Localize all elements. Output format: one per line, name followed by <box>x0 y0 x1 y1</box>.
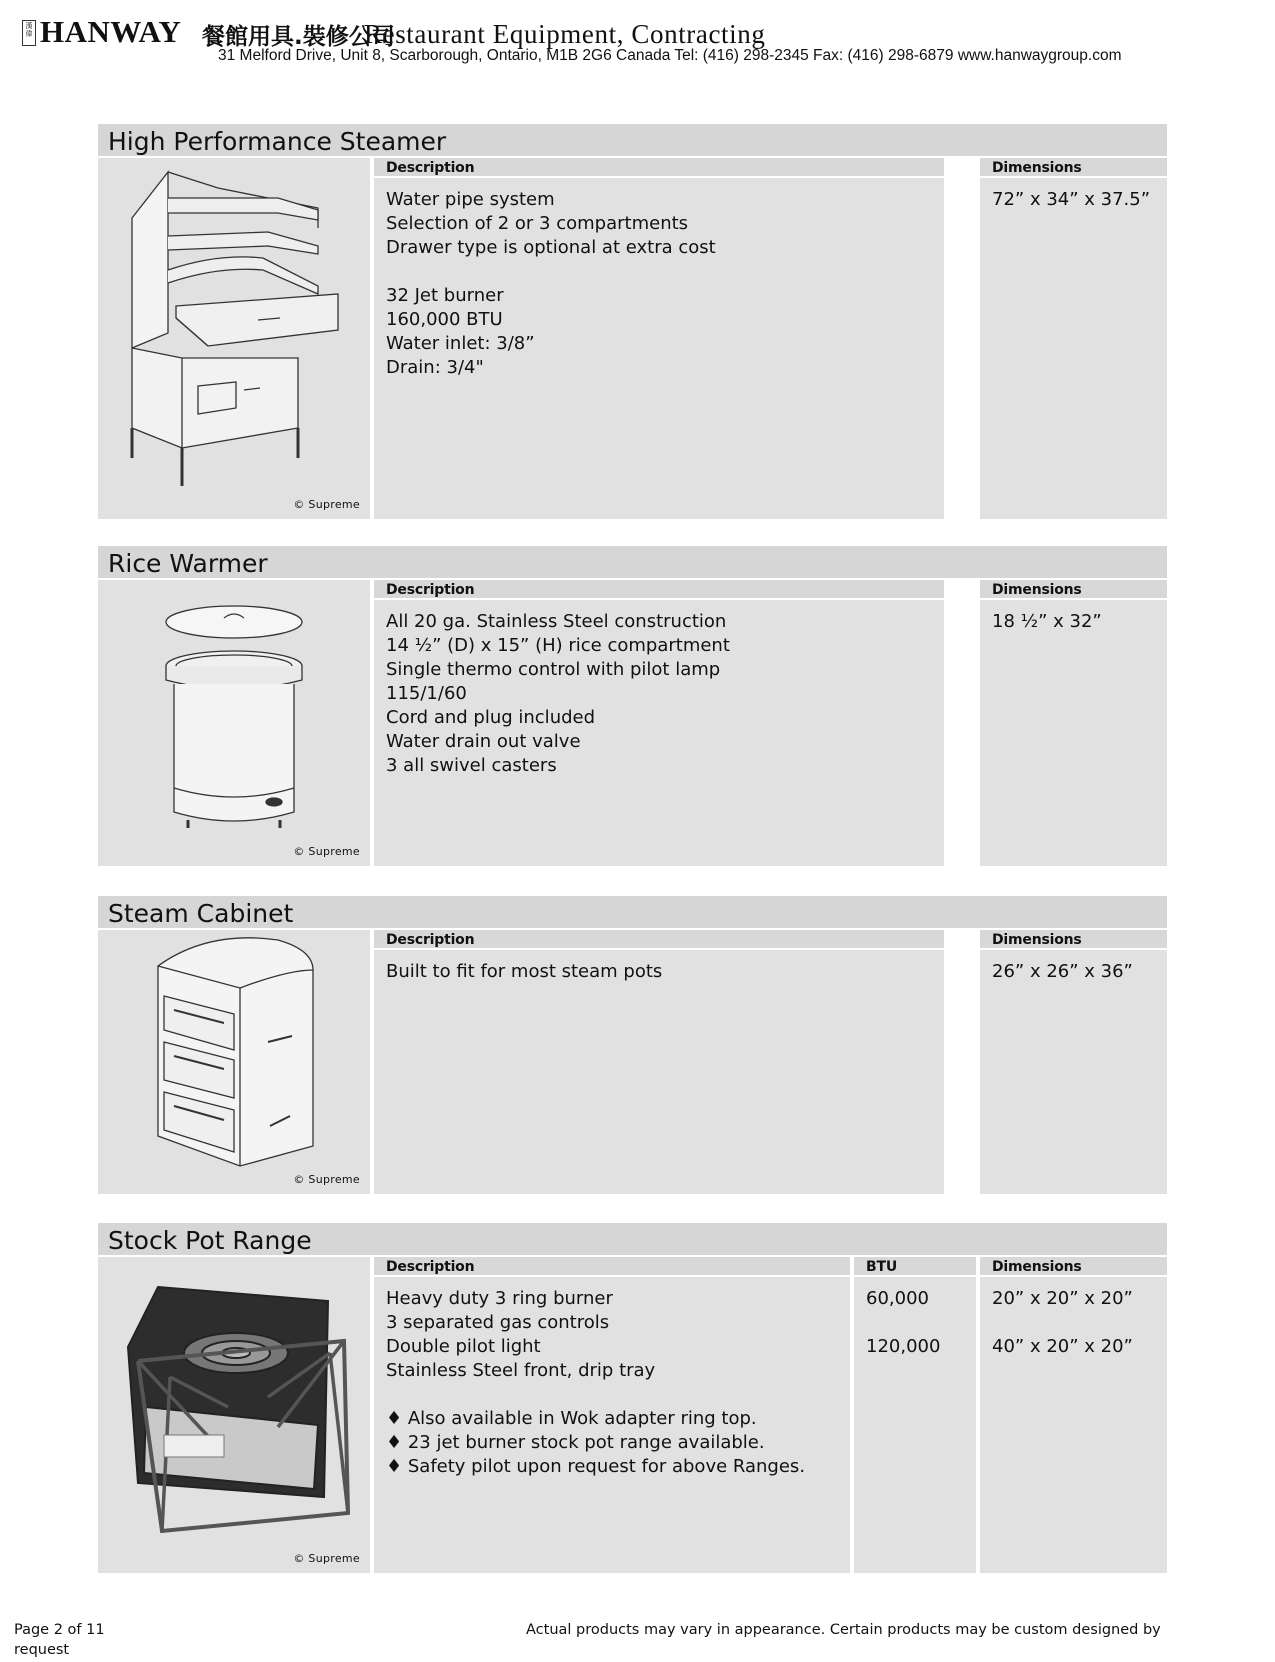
dimension-value: 72” x 34” x 37.5” <box>992 189 1151 210</box>
description-header: Description <box>374 930 944 950</box>
brand-name: HANWAY <box>40 14 182 49</box>
disclaimer: Actual products may vary in appearance. Certain products may be custom designed by <box>526 1622 1161 1638</box>
desc-line: Built to fit for most steam pots <box>386 961 663 982</box>
desc-line: ♦ Safety pilot upon request for above Ranges. <box>386 1456 806 1477</box>
disclaimer-continued: request <box>14 1642 70 1658</box>
btu-value: 60,000 <box>866 1288 929 1309</box>
description-header: Description <box>374 158 944 178</box>
description-column <box>374 930 944 1194</box>
image-copyright: © Supreme <box>293 1552 360 1565</box>
section-high-performance-steamer <box>98 124 1167 519</box>
product-image-panel <box>98 158 370 519</box>
section-rice-warmer <box>98 546 1167 866</box>
description-header: Description <box>374 1257 850 1277</box>
dimensions-column <box>980 1257 1167 1573</box>
desc-line: Heavy duty 3 ring burner <box>386 1288 613 1309</box>
logo-mark: 漢 偉 <box>22 20 36 46</box>
dimensions-column <box>980 930 1167 1194</box>
company-address: 31 Melford Drive, Unit 8, Scarborough, Ontario, M1B 2G6 Canada Tel: (416) 298-2345 Fax: (416) 298-6879 www.hanwaygroup.com <box>218 47 1122 64</box>
desc-line: Selection of 2 or 3 compartments <box>386 213 689 234</box>
desc-line: Water inlet: 3/8” <box>386 333 535 354</box>
section-title: High Performance Steamer <box>98 124 1167 156</box>
section-title: Steam Cabinet <box>98 896 1167 928</box>
desc-line: All 20 ga. Stainless Steel construction <box>386 611 727 632</box>
btu-header: BTU <box>854 1257 976 1277</box>
desc-line: 160,000 BTU <box>386 309 503 330</box>
description-header: Description <box>374 580 944 600</box>
steamer-illustration-icon <box>98 158 370 519</box>
desc-line: 3 separated gas controls <box>386 1312 610 1333</box>
dimensions-column <box>980 158 1167 519</box>
section-steam-cabinet <box>98 896 1167 1194</box>
dimensions-header: Dimensions <box>980 1257 1167 1277</box>
btu-column <box>854 1257 976 1573</box>
desc-line: ♦ Also available in Wok adapter ring top. <box>386 1408 757 1429</box>
desc-line: Double pilot light <box>386 1336 541 1357</box>
section-title: Stock Pot Range <box>98 1223 1167 1255</box>
description-column <box>374 158 944 519</box>
stock-pot-range-photo-icon <box>98 1257 370 1573</box>
steam-cabinet-illustration-icon <box>98 930 370 1194</box>
desc-line: Stainless Steel front, drip tray <box>386 1360 656 1381</box>
desc-line: Water pipe system <box>386 189 555 210</box>
desc-line <box>386 1383 838 1407</box>
desc-line <box>386 260 932 284</box>
image-copyright: © Supreme <box>293 845 360 858</box>
btu-value <box>866 1311 964 1335</box>
desc-line: ♦ 23 jet burner stock pot range available. <box>386 1432 765 1453</box>
product-image-panel <box>98 580 370 866</box>
brand-chinese: 餐館用具.裝修公司 <box>202 24 395 50</box>
page-number: Page 2 of 11 <box>14 1622 105 1638</box>
product-image-panel <box>98 930 370 1194</box>
dimensions-header: Dimensions <box>980 580 1167 600</box>
letterhead <box>22 14 1262 70</box>
rice-warmer-illustration-icon <box>98 580 370 866</box>
desc-line: 115/1/60 <box>386 683 467 704</box>
dimension-value: 20” x 20” x 20” <box>992 1288 1133 1309</box>
desc-line: 32 Jet burner <box>386 285 504 306</box>
dimension-value: 26” x 26” x 36” <box>992 961 1133 982</box>
image-copyright: © Supreme <box>293 1173 360 1186</box>
desc-line: Single thermo control with pilot lamp <box>386 659 721 680</box>
dimension-value: 18 ½” x 32” <box>992 611 1102 632</box>
desc-line: Water drain out valve <box>386 731 581 752</box>
desc-line: Drain: 3/4" <box>386 357 484 378</box>
desc-line: 3 all swivel casters <box>386 755 557 776</box>
dimension-value <box>992 1311 1155 1335</box>
desc-line: Drawer type is optional at extra cost <box>386 237 716 258</box>
desc-line: 14 ½” (D) x 15” (H) rice compartment <box>386 635 730 656</box>
section-stock-pot-range <box>98 1223 1167 1573</box>
brand-subtitle: Restaurant Equipment, Contracting <box>364 19 766 49</box>
dimensions-header: Dimensions <box>980 930 1167 950</box>
description-column <box>374 580 944 866</box>
image-copyright: © Supreme <box>293 498 360 511</box>
dimensions-column <box>980 580 1167 866</box>
product-image-panel <box>98 1257 370 1573</box>
dimensions-header: Dimensions <box>980 158 1167 178</box>
desc-line: Cord and plug included <box>386 707 596 728</box>
dimension-value: 40” x 20” x 20” <box>992 1336 1133 1357</box>
btu-value: 120,000 <box>866 1336 941 1357</box>
section-title: Rice Warmer <box>98 546 1167 578</box>
description-column <box>374 1257 850 1573</box>
